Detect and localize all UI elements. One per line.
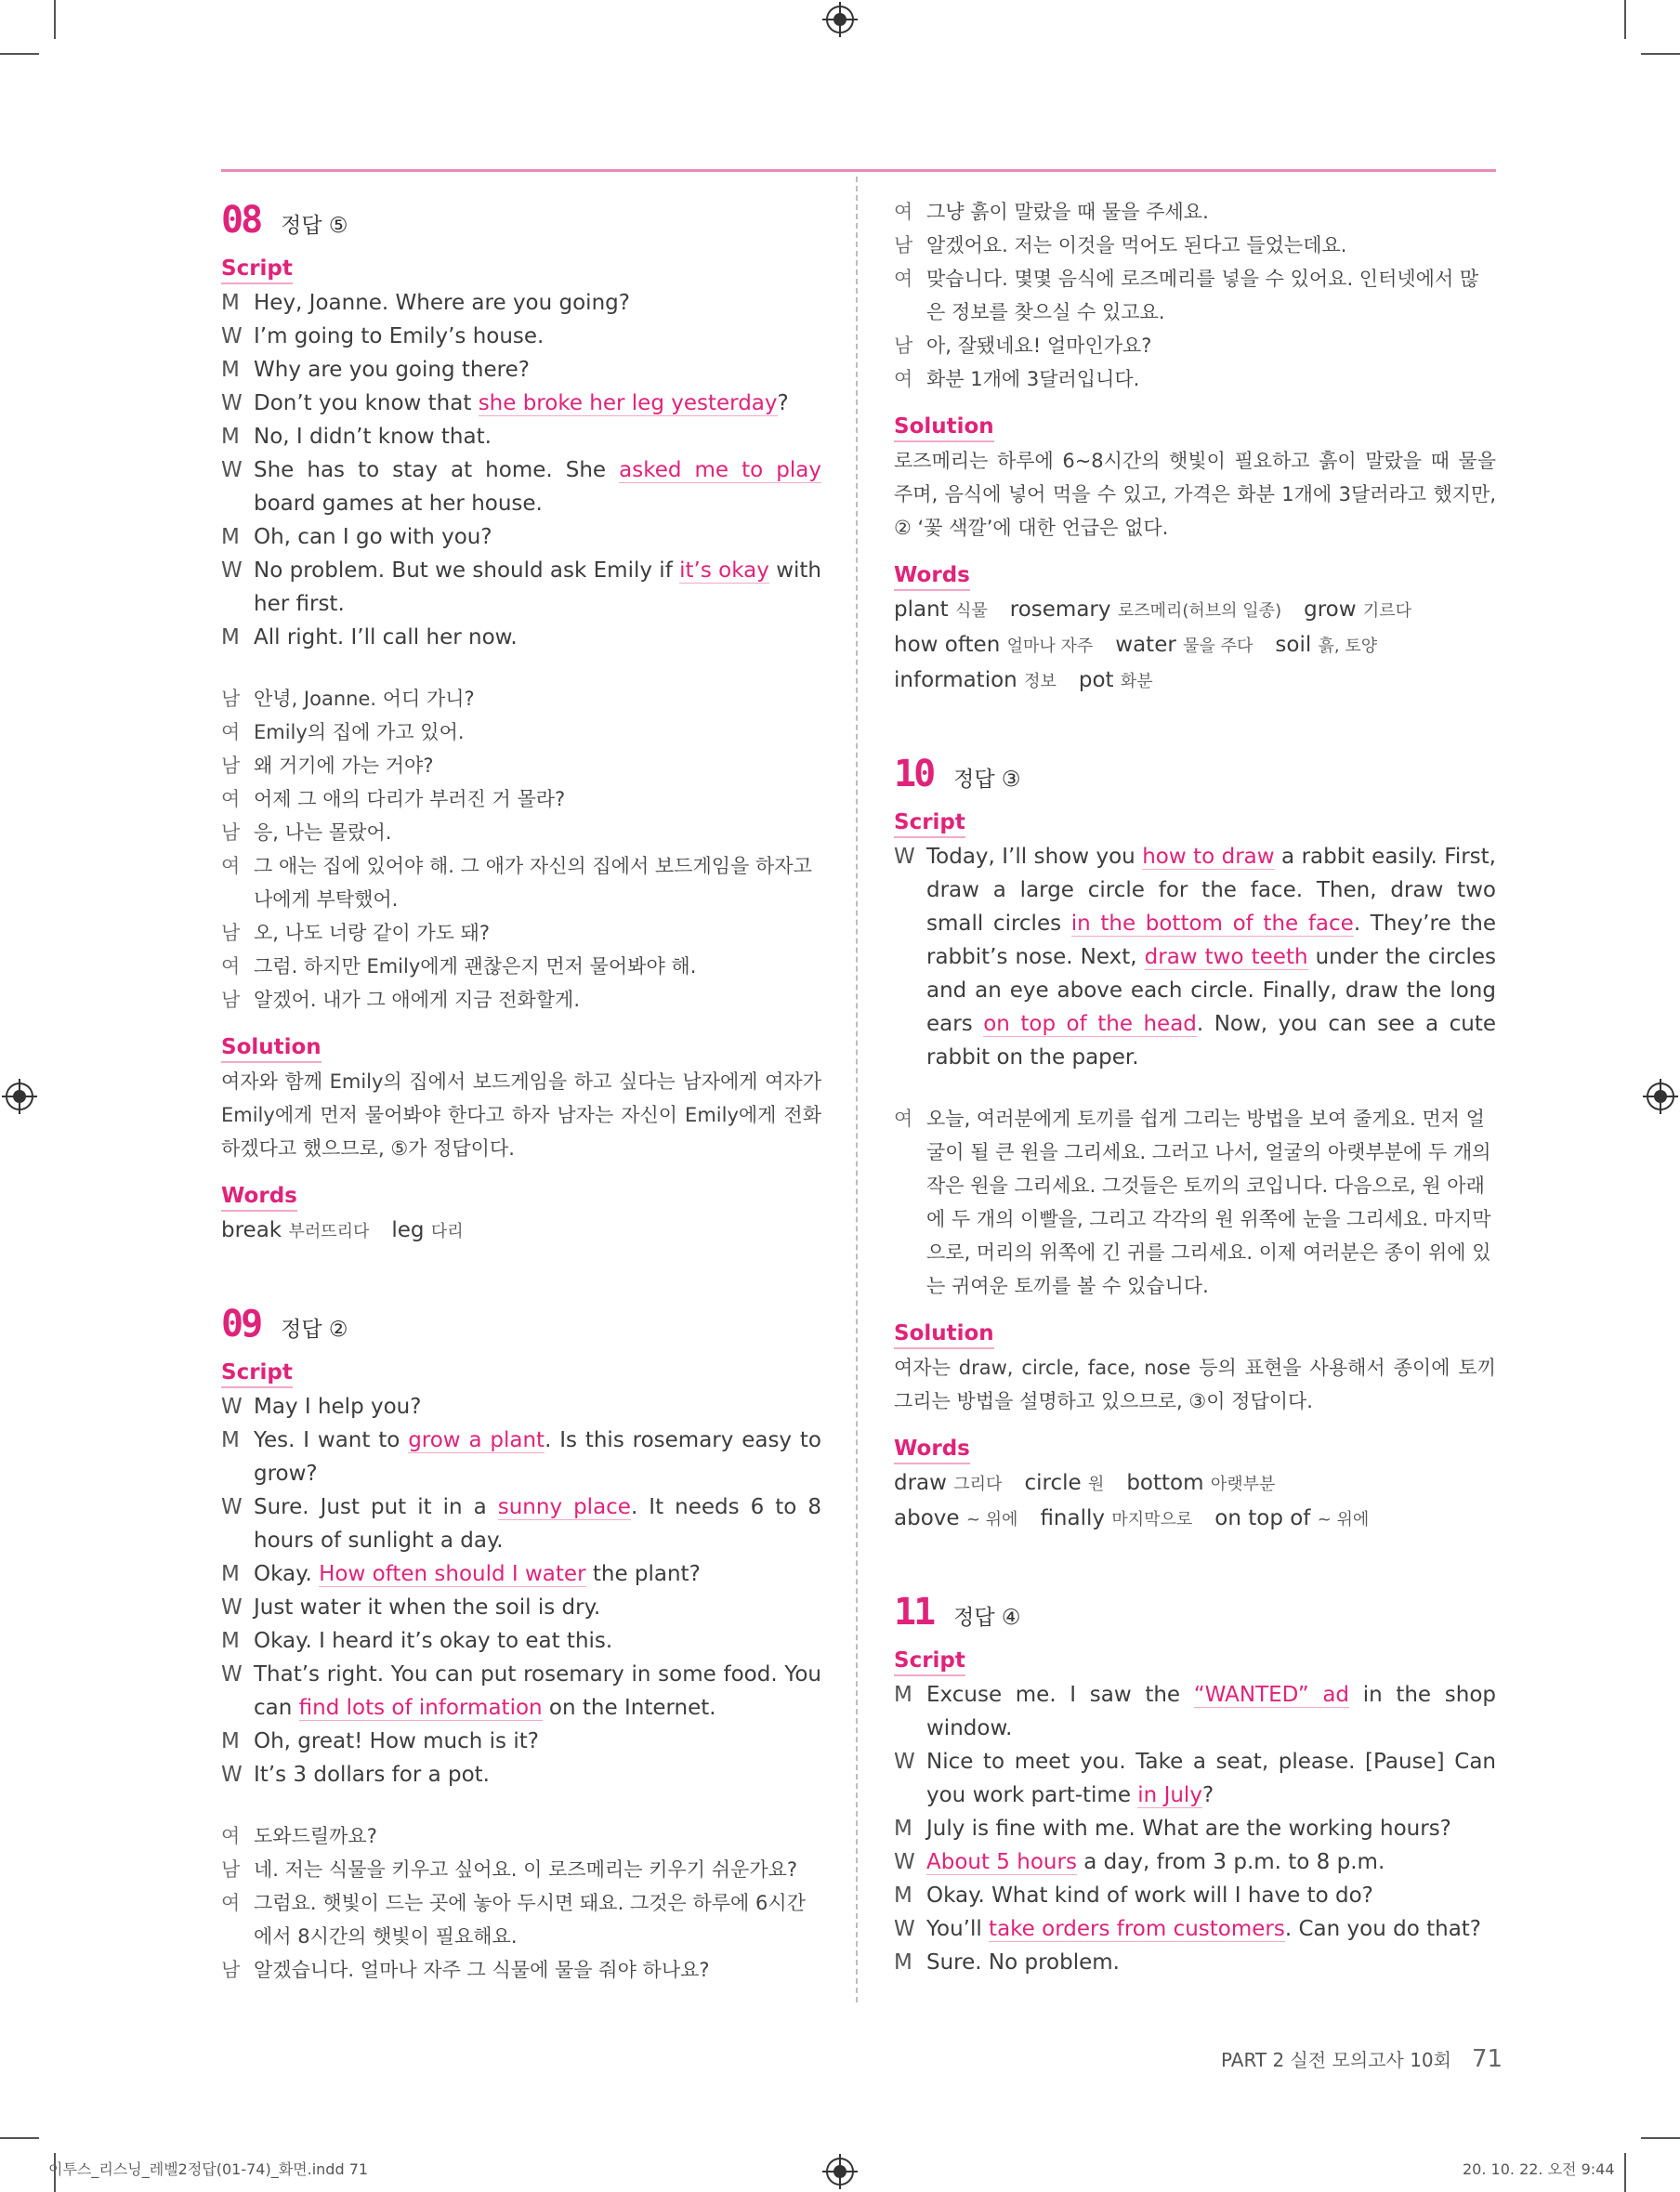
word-english: break — [221, 1218, 289, 1242]
words-label: Words — [221, 1182, 297, 1212]
solution-text: 여자는 draw, circle, face, nose 등의 표현을 사용해서 종이에 토끼 그리는 방법을 설명하고 있으므로, ③이 정답이다. — [894, 1357, 1496, 1412]
script-line — [894, 1845, 1496, 1879]
registration-mark-icon — [6, 1083, 33, 1110]
script-text — [254, 286, 821, 320]
word-meaning: 부러뜨리다 — [288, 1222, 370, 1241]
word-english: grow — [1304, 597, 1363, 622]
answer-key: 정답 ② — [281, 1318, 348, 1342]
script-line — [221, 387, 821, 420]
translation-line — [221, 849, 821, 916]
translation-text: 오, 나도 너랑 같이 가도 돼? — [254, 922, 491, 944]
word-english: finally — [1040, 1506, 1112, 1530]
translation-text: 응, 나는 몰랐어. — [254, 821, 392, 844]
text-run: Excuse me. I saw the — [926, 1683, 1194, 1707]
script-text — [254, 387, 821, 420]
highlighted-phrase: asked me to play — [619, 458, 821, 482]
word-meaning: 식물 — [955, 601, 988, 621]
translation-text: 네. 저는 식물을 키우고 싶어요. 이 로즈메리는 키우기 쉬운가요? — [254, 1858, 798, 1881]
script-text — [254, 1725, 821, 1758]
translation-text: 알겠어. 내가 그 애에게 지금 전화할게. — [254, 989, 581, 1011]
translation-lines — [894, 1102, 1496, 1303]
script-line — [894, 1946, 1496, 1979]
page-footer — [1221, 2045, 1503, 2073]
translation-line — [221, 782, 821, 816]
highlighted-phrase: find lots of information — [298, 1696, 543, 1720]
crop-mark — [1624, 0, 1626, 39]
speaker-label: 여 — [221, 1892, 241, 1914]
translation-text: 맞습니다. 몇몇 음식에 로즈메리를 넣을 수 있어요. 인터넷에서 많은 정보를 찾으실 수 있고요. — [926, 268, 1479, 323]
script-line — [221, 320, 821, 353]
word-meaning: 얼마나 자주 — [1006, 637, 1094, 656]
script-text — [254, 1591, 821, 1624]
question-number: 09 — [221, 1303, 261, 1345]
speaker-label: W — [221, 458, 243, 482]
crop-mark — [1624, 2153, 1626, 2192]
word-english: draw — [894, 1471, 954, 1495]
text-run: Yes. I want to — [254, 1428, 409, 1452]
word-meaning: 물을 주다 — [1183, 637, 1253, 656]
highlighted-phrase: she broke her leg yesterday — [478, 391, 778, 415]
solution-label: Solution — [894, 1319, 994, 1349]
word-meaning: 정보 — [1024, 672, 1057, 691]
text-run: Oh, great! How much is it? — [254, 1729, 539, 1753]
word-row — [894, 1502, 1496, 1537]
script-text — [254, 1758, 821, 1792]
question-11-header — [894, 1591, 1496, 1647]
script-line — [221, 621, 821, 654]
text-run: in the shop window. — [926, 1683, 1496, 1740]
solution-text: 여자와 함께 Emily의 집에서 보드게임을 하고 싶다는 남자에게 여자가 Emily에게 먼저 물어봐야 한다고 하자 남자는 자신이 Emily에게 전화하겠다고 했으므로, ⑤가 정답이다. — [221, 1070, 821, 1160]
text-run: Don’t you know that — [254, 391, 479, 415]
speaker-label: 여 — [221, 955, 241, 978]
script-line — [221, 1424, 821, 1490]
speaker-label: W — [221, 1662, 243, 1687]
highlighted-phrase: how to draw — [1142, 845, 1275, 869]
word-meaning: 화분 — [1120, 672, 1153, 691]
script-text — [254, 420, 821, 453]
speaker-label: 여 — [894, 1108, 913, 1130]
speaker-label: M — [221, 525, 240, 549]
speaker-label: W — [221, 1395, 243, 1419]
speaker-label: 남 — [221, 688, 241, 710]
script-text — [254, 1658, 821, 1725]
translation-line — [894, 362, 1496, 396]
script-line — [221, 286, 821, 320]
script-line — [221, 520, 821, 554]
speaker-label: W — [894, 845, 915, 869]
script-text — [926, 1946, 1496, 1979]
speaker-label: 여 — [221, 1825, 241, 1847]
text-run: a day, from 3 p.m. to 8 p.m. — [1076, 1850, 1385, 1874]
script-text — [254, 520, 821, 554]
page-number: 71 — [1471, 2045, 1503, 2073]
text-run: the plant? — [585, 1562, 701, 1586]
translation-text: Emily의 집에 가고 있어. — [254, 721, 465, 743]
word-list — [894, 593, 1496, 699]
script-lines — [221, 286, 821, 654]
translation-text: 알겠어요. 저는 이것을 먹어도 된다고 들었는데요. — [926, 234, 1347, 256]
text-run: on the Internet. — [542, 1696, 716, 1720]
text-run: . It needs 6 to 8 hours of sunlight a day. — [254, 1495, 821, 1553]
word-english: circle — [1024, 1471, 1088, 1495]
word-row — [894, 1466, 1496, 1502]
script-line — [221, 1490, 821, 1557]
word-meaning: ~ 위에 — [965, 1510, 1018, 1529]
script-lines — [894, 840, 1496, 1074]
word-meaning: 로즈메리(허브의 일종) — [1117, 601, 1282, 621]
speaker-label: M — [221, 1729, 240, 1753]
question-number: 11 — [894, 1591, 934, 1634]
text-run: It’s 3 dollars for a pot. — [254, 1763, 490, 1787]
speaker-label: M — [894, 1683, 912, 1707]
words-label: Words — [894, 561, 970, 591]
translation-line — [894, 195, 1496, 229]
speaker-label: W — [894, 1850, 915, 1874]
word-english: on top of — [1214, 1506, 1318, 1530]
text-run: with her first. — [254, 558, 821, 616]
script-line — [894, 1678, 1496, 1745]
translation-line — [221, 816, 821, 849]
question-number: 10 — [894, 753, 934, 795]
solution-label: Solution — [221, 1033, 322, 1063]
crop-mark — [0, 2137, 39, 2139]
highlighted-phrase: on top of the head — [983, 1012, 1197, 1036]
script-label: Script — [221, 1359, 293, 1388]
speaker-label: W — [894, 1750, 915, 1774]
text-run: . Now, you can see a cute rabbit on the paper. — [926, 1012, 1496, 1070]
word-meaning: 원 — [1087, 1475, 1105, 1494]
speaker-label: 남 — [221, 1858, 241, 1881]
translation-line — [894, 1102, 1496, 1303]
speaker-label: M — [221, 1629, 240, 1653]
script-text — [254, 554, 821, 621]
highlighted-phrase: About 5 hours — [926, 1850, 1077, 1874]
word-english: pot — [1078, 668, 1121, 692]
speaker-label: M — [894, 1817, 912, 1841]
word-row — [221, 1214, 821, 1249]
text-run: ? — [777, 391, 789, 415]
word-english: how often — [894, 633, 1007, 657]
translation-line — [221, 950, 821, 983]
text-run: Today, I’ll show you — [926, 845, 1143, 869]
word-meaning: 마지막으로 — [1111, 1510, 1193, 1529]
script-text — [926, 1845, 1496, 1879]
script-line — [221, 1725, 821, 1758]
crop-mark — [54, 0, 56, 39]
script-text — [926, 1745, 1496, 1812]
header-rule — [221, 169, 1496, 172]
crop-mark — [1641, 53, 1680, 55]
translation-text: 아, 잘됐네요! 얼마인가요? — [926, 335, 1152, 357]
speaker-label: W — [221, 558, 243, 583]
speaker-label: M — [894, 1884, 912, 1908]
highlighted-phrase: How often should I water — [319, 1562, 586, 1586]
script-lines — [221, 1390, 821, 1792]
highlighted-phrase: “WANTED” ad — [1193, 1683, 1350, 1707]
crop-mark — [1641, 2137, 1680, 2139]
script-line — [221, 1658, 821, 1725]
translation-text: 그럼요. 햇빛이 드는 곳에 놓아 두시면 돼요. 그것은 하루에 6시간에서 8시간의 햇빛이 필요해요. — [254, 1892, 806, 1948]
highlighted-phrase: in the bottom of the face — [1070, 912, 1354, 936]
script-line — [221, 554, 821, 621]
translation-text: 알겠습니다. 얼마나 자주 그 식물에 물을 줘야 하나요? — [254, 1959, 710, 1981]
translation-lines — [221, 682, 821, 1017]
script-text — [926, 1812, 1496, 1845]
script-line — [894, 1745, 1496, 1812]
word-english: soil — [1275, 633, 1319, 657]
script-line — [221, 1390, 821, 1424]
translation-line — [894, 229, 1496, 262]
script-text — [254, 621, 821, 654]
script-text — [254, 453, 821, 520]
translation-lines — [894, 195, 1496, 396]
text-run: Why are you going there? — [254, 358, 530, 382]
word-english: leg — [391, 1218, 431, 1242]
highlighted-phrase: it’s okay — [679, 558, 769, 583]
question-09-header — [221, 1303, 821, 1359]
highlighted-phrase: grow a plant — [408, 1428, 545, 1452]
solution-text: 로즈메리는 하루에 6~8시간의 햇빛이 필요하고 흙이 말랐을 때 물을 주며, 음식에 넣어 먹을 수 있고, 가격은 화분 1개에 3달러라고 했지만, ② ‘꽃 색깔’에 대한 언급은 없다. — [894, 450, 1496, 539]
word-row — [894, 628, 1496, 663]
speaker-label: M — [221, 1428, 240, 1452]
script-text — [926, 840, 1496, 1074]
translation-line — [221, 715, 821, 749]
text-run: Okay. What kind of work will I have to do? — [926, 1884, 1373, 1908]
word-english: rosemary — [1009, 597, 1118, 622]
word-row — [894, 593, 1496, 628]
text-run: All right. I’ll call her now. — [254, 625, 518, 650]
script-text — [254, 1424, 821, 1490]
script-text — [254, 1624, 821, 1658]
translation-line — [221, 1819, 821, 1853]
script-text — [926, 1912, 1496, 1946]
question-08-header — [221, 199, 821, 255]
text-run: . Is this rosemary easy to grow? — [254, 1428, 821, 1486]
word-meaning: 기르다 — [1362, 601, 1412, 621]
word-english: water — [1115, 633, 1184, 657]
text-run: No problem. But we should ask Emily if — [254, 558, 680, 583]
highlighted-phrase: draw two teeth — [1144, 945, 1308, 969]
text-run: Oh, can I go with you? — [254, 525, 492, 549]
text-run: under the circles and an eye above each circle. Finally, draw the long ears — [926, 945, 1496, 1036]
registration-mark-icon — [826, 2158, 854, 2185]
script-text — [254, 1490, 821, 1557]
left-column — [221, 199, 821, 1987]
translation-text: 그 애는 집에 있어야 해. 그 애가 자신의 집에서 보드게임을 하자고 나에게 부탁했어. — [254, 855, 812, 911]
column-divider — [856, 177, 858, 2002]
registration-mark-icon — [1647, 1083, 1674, 1110]
text-run: No, I didn’t know that. — [254, 425, 492, 449]
text-run: July is fine with me. What are the working hours? — [926, 1817, 1451, 1841]
text-run: Sure. No problem. — [926, 1950, 1120, 1975]
translation-text: 왜 거기에 가는 거야? — [254, 755, 434, 777]
translation-text: 오늘, 여러분에게 토끼를 쉽게 그리는 방법을 보여 줄게요. 먼저 얼굴이 될 큰 원을 그리세요. 그러고 나서, 얼굴의 아랫부분에 두 개의 작은 원을 그리세요. 그것들은 토끼의 코입니다. 다음으로, 원 아래에 두 개의 이빨을, 그리고 각각의 원 위쪽에 눈을 그리세요. 마지막으로, 머리의 위쪽에 긴 귀를 그리세요. 이제 여러분은 종이 위에 있는 귀여운 토끼를 볼 수 있습니다. — [926, 1108, 1491, 1297]
text-run: She has to stay at home. She — [254, 458, 620, 482]
translation-text: 어제 그 애의 다리가 부러진 거 몰라? — [254, 788, 566, 810]
question-number: 08 — [221, 199, 261, 242]
translation-line — [221, 682, 821, 715]
speaker-label: 남 — [221, 755, 241, 777]
text-run: . They’re the rabbit’s nose. Next, — [926, 912, 1496, 969]
word-list — [894, 1466, 1496, 1537]
script-text — [254, 1557, 821, 1591]
word-meaning: 흙, 토양 — [1318, 637, 1378, 656]
translation-text: 안녕, Joanne. 어디 가니? — [254, 688, 475, 710]
word-row — [894, 663, 1496, 699]
script-line — [221, 1591, 821, 1624]
script-text — [926, 1678, 1496, 1745]
words-label: Words — [894, 1435, 970, 1464]
speaker-label: 여 — [221, 855, 241, 877]
text-run: Okay. — [254, 1562, 320, 1586]
script-line — [894, 1879, 1496, 1912]
question-10-header — [894, 753, 1496, 808]
word-meaning: ~ 위에 — [1317, 1510, 1370, 1529]
script-label: Script — [894, 1647, 965, 1676]
speaker-label: 여 — [221, 721, 241, 743]
translation-line — [221, 1886, 821, 1953]
script-line — [221, 453, 821, 520]
script-line — [221, 1557, 821, 1591]
speaker-label: M — [221, 1562, 240, 1586]
text-run: Okay. I heard it’s okay to eat this. — [254, 1629, 613, 1653]
speaker-label: W — [894, 1917, 915, 1941]
speaker-label: 여 — [894, 268, 913, 290]
word-english: bottom — [1126, 1471, 1211, 1495]
translation-lines — [221, 1819, 821, 1987]
speaker-label: 남 — [894, 335, 913, 357]
registration-mark-icon — [826, 6, 854, 33]
script-line — [221, 420, 821, 453]
word-english: information — [894, 668, 1025, 692]
translation-line — [894, 329, 1496, 362]
word-meaning: 아랫부분 — [1210, 1475, 1276, 1494]
solution-label: Solution — [894, 413, 994, 442]
text-run: May I help you? — [254, 1395, 422, 1419]
highlighted-phrase: sunny place — [497, 1495, 631, 1519]
script-line — [894, 840, 1496, 1074]
file-name: 이투스_리스닝_레벨2정답(01-74)_화면.indd 71 — [48, 2160, 369, 2178]
speaker-label: W — [221, 391, 243, 415]
speaker-label: 여 — [894, 368, 913, 390]
translation-line — [221, 1853, 821, 1886]
script-label: Script — [894, 808, 965, 838]
translation-line — [221, 1953, 821, 1987]
script-text — [254, 320, 821, 353]
word-meaning: 그리다 — [953, 1475, 1003, 1494]
text-run: You’ll — [926, 1917, 990, 1941]
speaker-label: 남 — [894, 234, 913, 256]
highlighted-phrase: take orders from customers — [989, 1917, 1285, 1941]
script-line — [221, 1624, 821, 1658]
print-time: 20. 10. 22. 오전 9:44 — [1463, 2160, 1615, 2178]
speaker-label: W — [221, 1763, 243, 1787]
answer-key: 정답 ④ — [953, 1606, 1021, 1630]
translation-line — [221, 983, 821, 1017]
text-run: board games at her house. — [254, 492, 543, 516]
answer-key: 정답 ⑤ — [281, 214, 348, 238]
highlighted-phrase: in July — [1137, 1783, 1202, 1807]
speaker-label: 남 — [221, 922, 241, 944]
speaker-label: M — [221, 291, 240, 315]
text-run: . Can you do that? — [1284, 1917, 1482, 1941]
speaker-label: M — [894, 1950, 912, 1975]
crop-mark — [0, 53, 39, 55]
script-line — [894, 1912, 1496, 1946]
word-meaning: 다리 — [430, 1222, 464, 1241]
speaker-label: W — [221, 324, 243, 348]
script-line — [894, 1812, 1496, 1845]
speaker-label: W — [221, 1595, 243, 1620]
speaker-label: 남 — [221, 821, 241, 844]
script-line — [221, 1758, 821, 1792]
translation-text: 그럼. 하지만 Emily에게 괜찮은지 먼저 물어봐야 해. — [254, 955, 697, 978]
script-text — [254, 353, 821, 387]
text-run: Nice to meet you. Take a seat, please. [Pause] Can you work part-time — [926, 1750, 1496, 1807]
right-column — [894, 199, 1496, 1979]
translation-line — [221, 749, 821, 782]
script-text — [254, 1390, 821, 1424]
script-line — [221, 353, 821, 387]
text-run: That’s right. You can put rosemary in some food. You can — [254, 1662, 821, 1720]
translation-line — [221, 916, 821, 950]
text-run: a rabbit easily. First, draw a large circle for the face. Then, draw two small circles — [926, 845, 1496, 936]
speaker-label: M — [221, 358, 240, 382]
answer-key: 정답 ③ — [953, 768, 1021, 792]
script-text — [926, 1879, 1496, 1912]
text-run: Just water it when the soil is dry. — [254, 1595, 601, 1620]
speaker-label: 남 — [221, 989, 241, 1011]
speaker-label: 여 — [221, 788, 241, 810]
speaker-label: W — [221, 1495, 243, 1519]
word-english: above — [894, 1506, 966, 1530]
speaker-label: 남 — [221, 1959, 241, 1981]
part-title: PART 2 실전 모의고사 10회 — [1221, 2049, 1451, 2071]
speaker-label: M — [221, 425, 240, 449]
script-lines — [894, 1678, 1496, 1979]
text-run: Sure. Just put it in a — [254, 1495, 498, 1519]
translation-text: 도와드릴까요? — [254, 1825, 377, 1847]
speaker-label: 여 — [894, 201, 913, 223]
word-list — [221, 1214, 821, 1249]
translation-text: 그냥 흙이 말랐을 때 물을 주세요. — [926, 201, 1209, 223]
speaker-label: M — [221, 625, 240, 650]
text-run: Hey, Joanne. Where are you going? — [254, 291, 630, 315]
script-label: Script — [221, 255, 293, 284]
text-run: ? — [1201, 1783, 1214, 1807]
translation-line — [894, 262, 1496, 329]
translation-text: 화분 1개에 3달러입니다. — [926, 368, 1140, 390]
word-english: plant — [894, 597, 955, 622]
text-run: I’m going to Emily’s house. — [254, 324, 545, 348]
